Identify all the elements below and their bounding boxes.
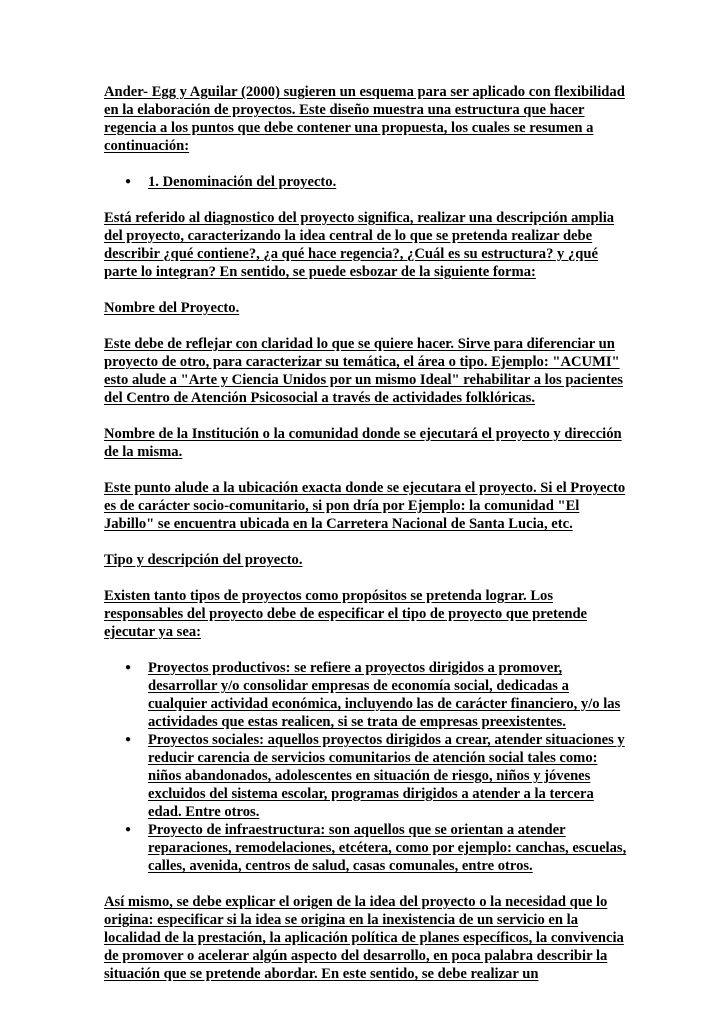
section-heading: Tipo y descripción del proyecto. <box>104 552 303 568</box>
section-list <box>104 173 628 191</box>
list-item: ● Proyectos productivos: se refiere a proyectos dirigidos a promover, desarrollar y/o consolidar empresas de economía social, dedicadas a cualquier actividad económica, incluyendo las de carácter financiero, y/o las actividades que estas realicen, si se trata de empresas preexistentes. <box>104 659 628 731</box>
paragraph: Este debe de reflejar con claridad lo que se quiere hacer. Sirve para diferenciar un proyecto de otro, para caracterizar su temática, el área o tipo. Ejemplo: "ACUMI" esto alude a "Arte y Ciencia Unidos por un mismo Ideal" rehabilitar a los pacientes del Centro de Atención Psicosocial a través de actividades folklóricas. <box>104 336 623 406</box>
paragraph: Este punto alude a la ubicación exacta donde se ejecutara el proyecto. Si el Proyecto es de carácter socio-comunitario, si pon dría por Ejemplo: la comunidad "El Jabillo" se encuentra ubicada en la Carretera Nacional de Santa Lucia, etc. <box>104 480 626 532</box>
paragraph: Está referido al diagnostico del proyecto significa, realizar una descripción amplia del proyecto, caracterizando la idea central de lo que se pretenda realizar debe describir ¿qué contiene?, ¿a qué hace regencia?, ¿Cuál es su estructura? y ¿qué parte lo integran? En sentido, se puede esbozar de la siguiente forma: <box>104 210 615 280</box>
list-item: ● 1. Denominación del proyecto. <box>104 173 628 191</box>
project-types-list <box>104 659 628 875</box>
section-heading: Nombre del Proyecto. <box>104 300 240 316</box>
document-page <box>104 83 628 1001</box>
list-item: ● Proyecto de infraestructura: son aquellos que se orientan a atender reparaciones, remodelaciones, etcétera, como por ejemplo: canchas, escuelas, calles, avenida, centros de salud, casas comunales, entre otros. <box>104 821 628 875</box>
list-item: ● Proyectos sociales: aquellos proyectos dirigidos a crear, atender situaciones y reducir carencia de servicios comunitarios de atención social tales como: niños abandonados, adolescentes en situación de riesgo, niños y jóvenes excluidos del sistema escolar, programas dirigidos a atender a la tercera edad. Entre otros. <box>104 731 628 821</box>
section-heading: Nombre de la Institución o la comunidad donde se ejecutará el proyecto y dirección de la misma. <box>104 426 622 460</box>
paragraph: Existen tanto tipos de proyectos como propósitos se pretenda lograr. Los responsables del proyecto debe de especificar el tipo de proyecto que pretende ejecutar ya sea: <box>104 588 588 640</box>
paragraph: Así mismo, se debe explicar el origen de la idea del proyecto o la necesidad que lo origina: especificar si la idea se origina en la inexistencia de un servicio en la localidad de la prestación, la aplicación política de planes específicos, la convivencia de promover o acelerar algún aspecto del desarrollo, en poca palabra describir la situación que se pretende abordar. En este sentido, se debe realizar un <box>104 894 624 982</box>
intro-paragraph: Ander- Egg y Aguilar (2000) sugieren un esquema para ser aplicado con flexibilidad en la elaboración de proyectos. Este diseño muestra una estructura que hacer regencia a los puntos que debe contener una propuesta, los cuales se resumen a continuación: <box>104 84 625 154</box>
